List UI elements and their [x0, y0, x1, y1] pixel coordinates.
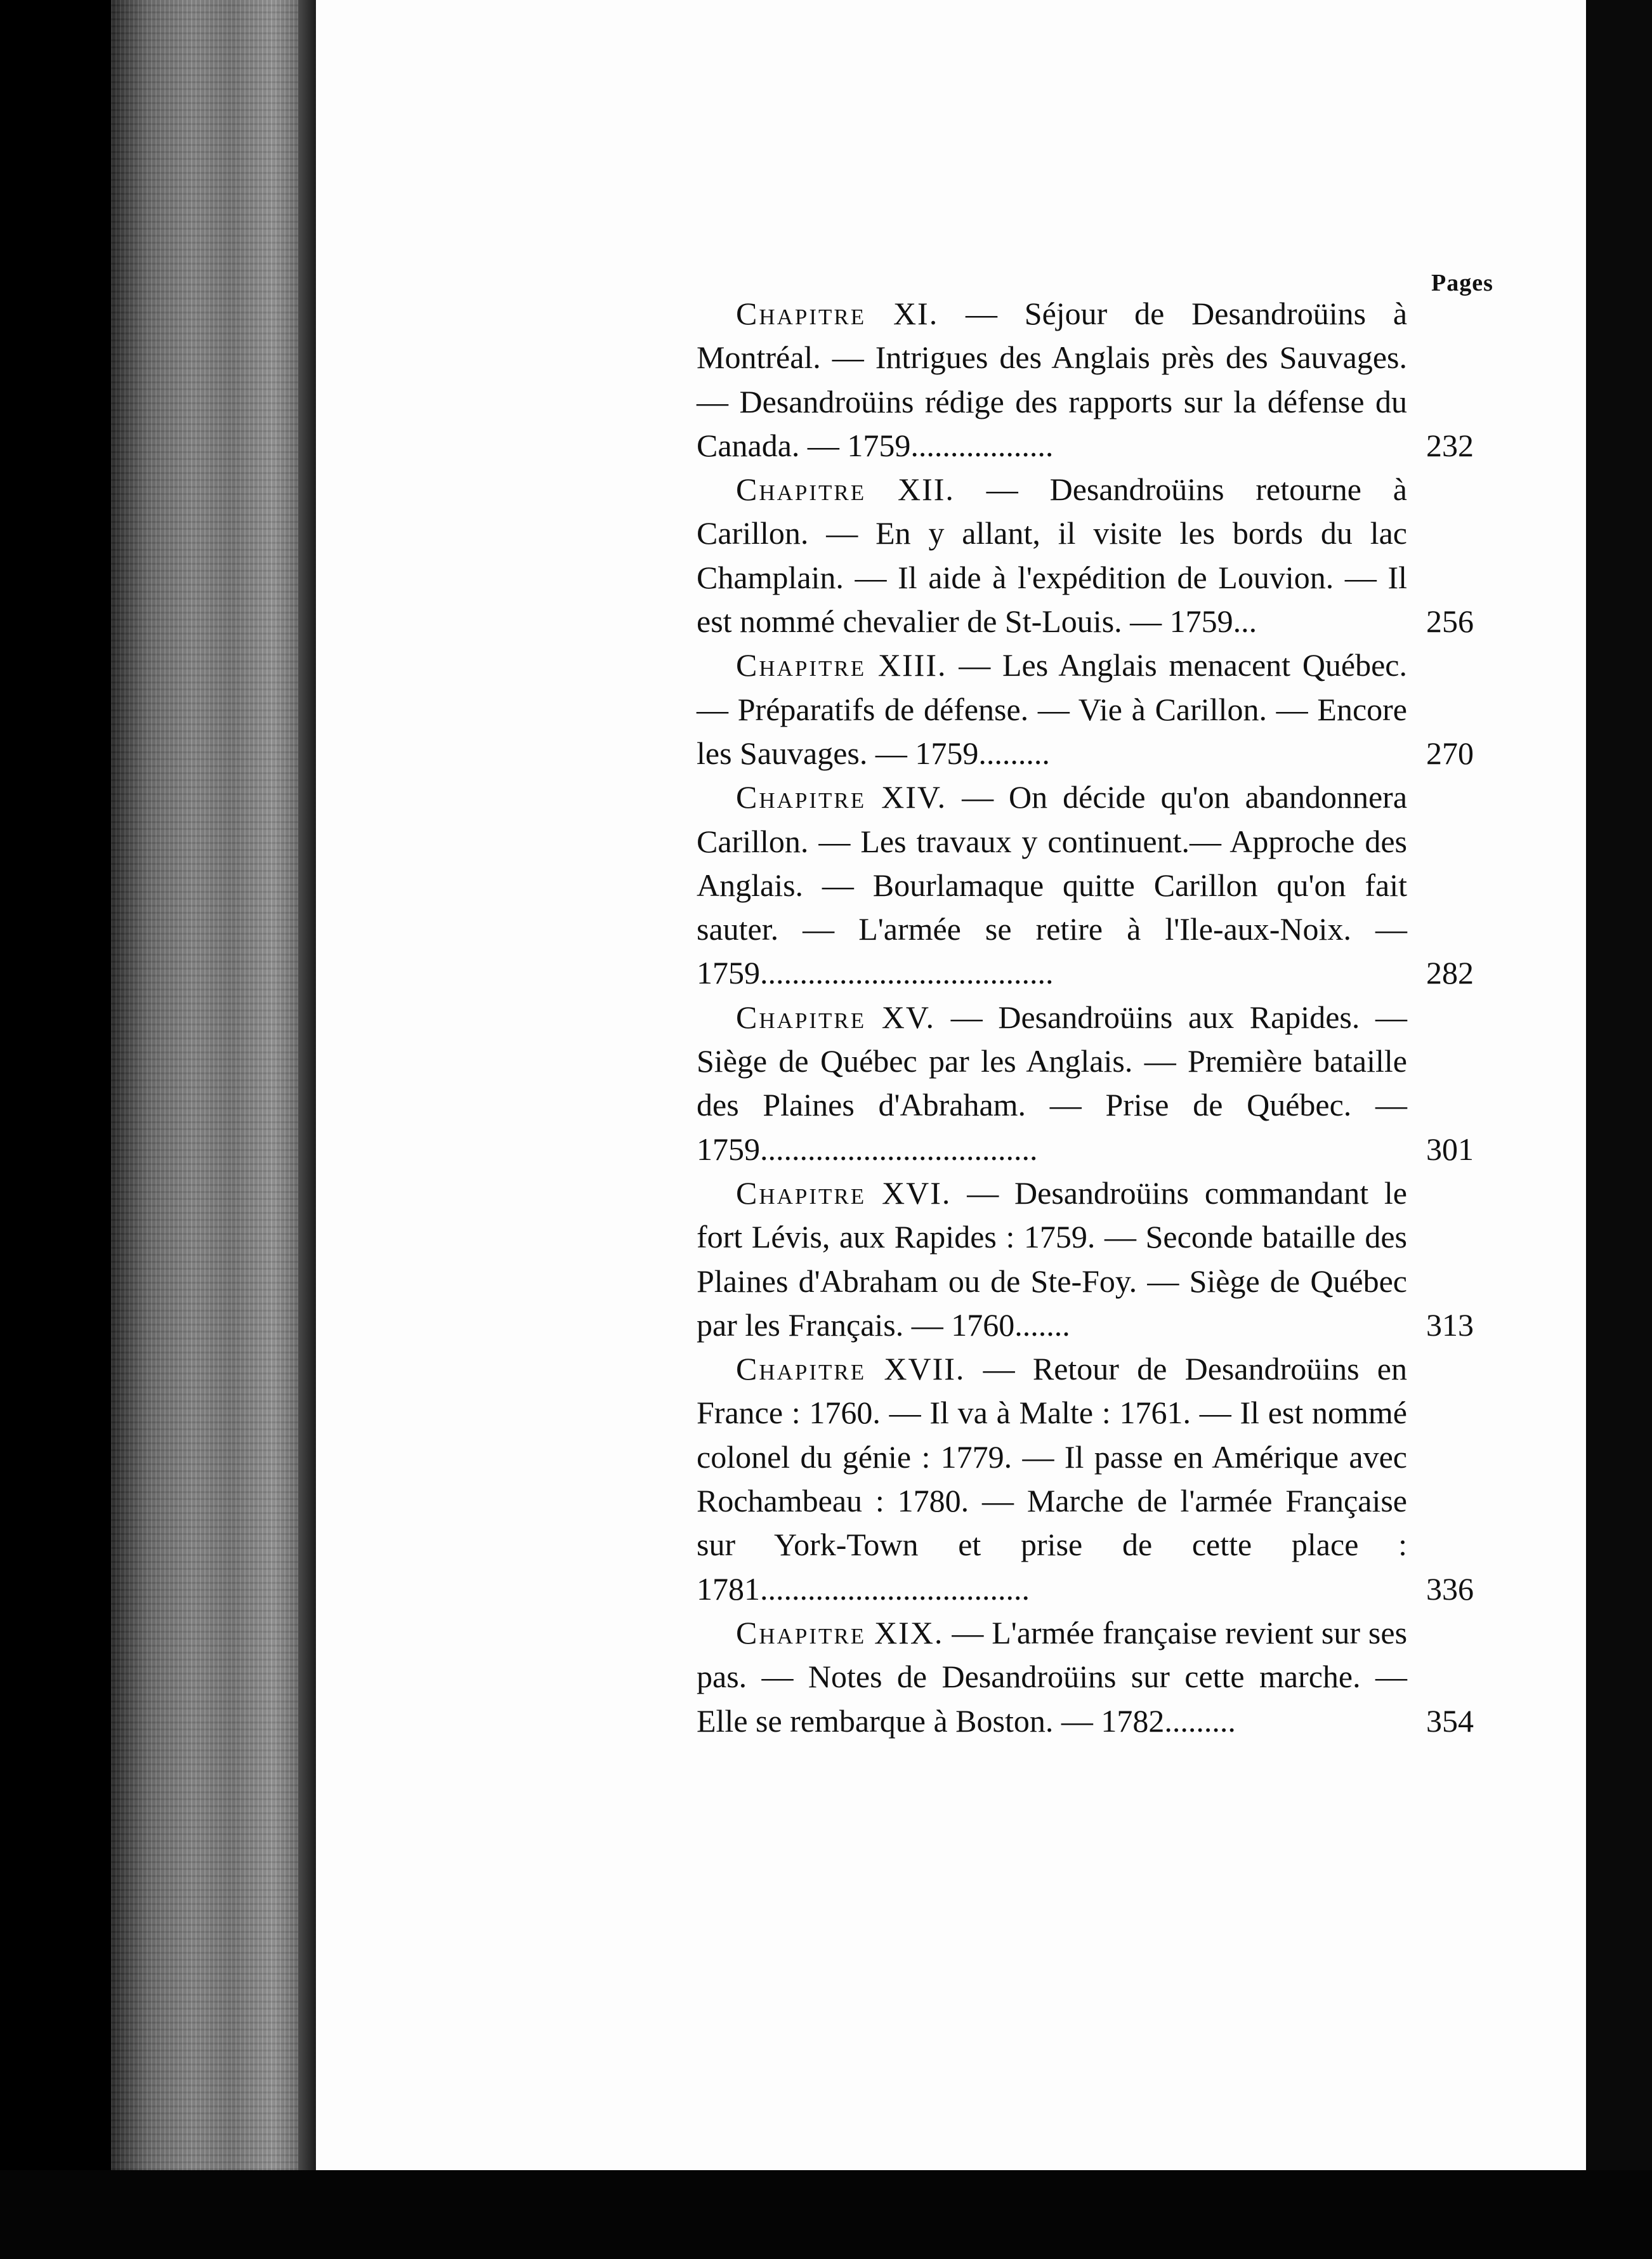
chapter-number: XVI. — [881, 1175, 952, 1211]
toc-entry — [697, 292, 1474, 468]
chapter-summary: — On décide qu'on abandonnera Carillon. — Les travaux y continuent.— Approche des Anglais. — Bourlamaque quitte Carillon qu'on fait sauter. — L'armée se retire à l'Ile-aux-Noix. — 1759..................................... — [697, 779, 1408, 991]
toc-entry — [697, 643, 1474, 775]
table-of-contents — [697, 292, 1496, 1743]
toc-entry — [697, 996, 1474, 1171]
toc-entry — [697, 775, 1474, 995]
chapter-number: XIX. — [874, 1614, 944, 1650]
chapter-summary: — Séjour de Desandroüins à Montréal. — Intrigues des Anglais près des Sauvages. — Desandroüins rédige des rapports sur la défense du Canada. — 1759.................. — [697, 296, 1408, 463]
page-gutter-shadow — [298, 0, 316, 2170]
book-spine — [111, 0, 314, 2170]
toc-entry — [697, 1347, 1474, 1611]
chapter-summary: — Desandroüins commandant le fort Lévis, aux Rapides : 1759. — Seconde bataille des Plaines d'Abraham ou de Ste-Foy. — Siège de Québec par les Français. — 1760....... — [697, 1175, 1408, 1343]
chapter-label: Chapitre — [736, 647, 867, 683]
chapter-label: Chapitre — [736, 779, 867, 815]
page-number: 354 — [1426, 1702, 1474, 1739]
page-number: 232 — [1426, 427, 1474, 463]
chapter-number: XVII. — [884, 1351, 966, 1387]
chapter-label: Chapitre — [736, 1351, 867, 1387]
toc-entry — [697, 468, 1474, 643]
page-number: 313 — [1426, 1307, 1474, 1343]
pages-column-header: Pages — [1431, 270, 1493, 296]
chapter-label: Chapitre — [736, 999, 867, 1035]
page-number: 256 — [1426, 603, 1474, 640]
toc-entry — [697, 1611, 1474, 1743]
chapter-number: XI. — [893, 296, 939, 331]
chapter-label: Chapitre — [736, 1614, 867, 1650]
chapter-number: XIV. — [881, 779, 947, 815]
chapter-summary: — Retour de Desandroüins en France : 1760. — Il va à Malte : 1761. — Il est nommé colonel du génie : 1779. — Il passe en Amérique avec Rochambeau : 1780. — Marche de l'armée Française sur York-Town et prise de cette place : 1781.................................. — [697, 1351, 1407, 1607]
page-number: 282 — [1426, 955, 1474, 991]
chapter-summary: — Les Anglais menacent Québec. — Préparatifs de défense. — Vie à Carillon. — Encore les Sauvages. — 1759......... — [697, 647, 1408, 771]
chapter-summary: — Desandroüins aux Rapides. — Siège de Québec par les Anglais. — Première bataille des Plaines d'Abraham. — Prise de Québec. — 1759................................... — [697, 999, 1407, 1167]
page-number: 336 — [1426, 1571, 1474, 1607]
chapter-summary: — Desandroüins retourne à Carillon. — En y allant, il visite les bords du lac Champlain. — Il aide à l'expédition de Louvion. — Il est nommé chevalier de St-Louis. — 1759... — [697, 471, 1407, 640]
chapter-number: XV. — [881, 999, 936, 1035]
toc-entry — [697, 1171, 1474, 1347]
chapter-number: XII. — [897, 471, 955, 508]
chapter-summary: — L'armée française revient sur ses pas. — Notes de Desandroüins sur cette marche. — Elle se rembarque à Boston. — 1782......... — [697, 1614, 1408, 1739]
right-page-edge — [1586, 0, 1652, 2259]
chapter-label: Chapitre — [736, 296, 867, 331]
page-number: 301 — [1426, 1131, 1474, 1167]
chapter-label: Chapitre — [736, 1175, 867, 1211]
page-number: 270 — [1426, 735, 1474, 771]
chapter-number: XIII. — [877, 647, 947, 683]
chapter-label: Chapitre — [736, 471, 867, 508]
bottom-page-edge — [0, 2170, 1652, 2259]
